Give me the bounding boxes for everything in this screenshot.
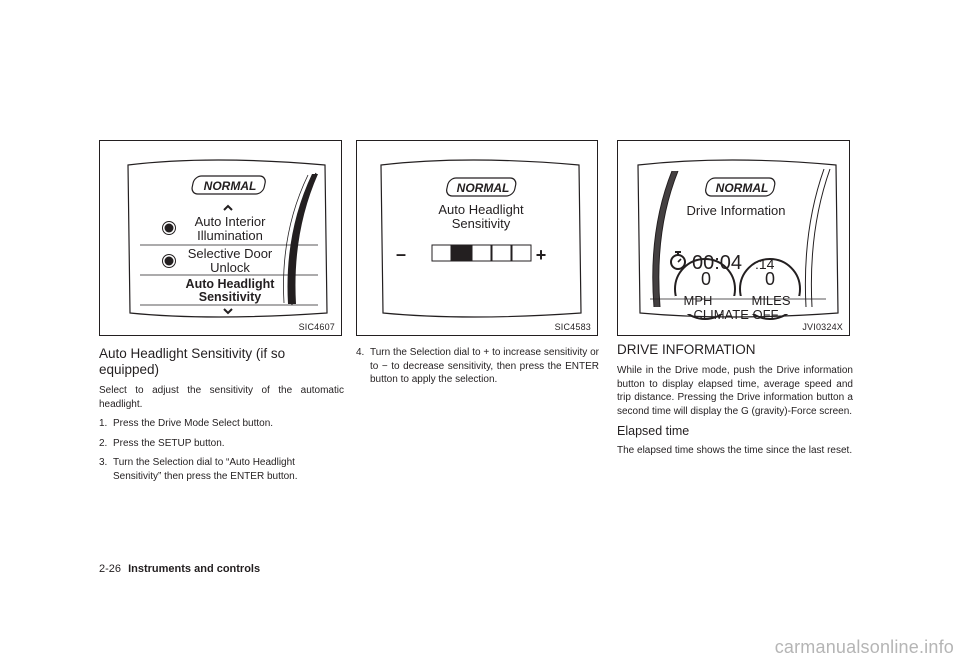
sensitivity-segment <box>472 245 491 261</box>
figure-drive-information <box>617 140 850 336</box>
step-number: 1. <box>99 418 108 429</box>
distance-value: 0 <box>764 269 776 289</box>
figure-sensitivity-adjust <box>356 140 598 336</box>
sub-heading: Elapsed time <box>617 424 690 438</box>
plus-icon: + <box>535 245 547 265</box>
step-number: 3. <box>99 457 108 468</box>
drive-info-title: Drive Information <box>686 203 786 218</box>
screen-title-line1: Auto Headlight <box>438 202 524 217</box>
watermark: carmanualsonline.info <box>774 637 954 657</box>
stopwatch-icon <box>671 252 685 269</box>
normal-badge: NORMAL <box>203 179 257 193</box>
selected-dot-icon <box>165 224 174 233</box>
sensitivity-segment <box>432 245 451 261</box>
selected-dot-icon <box>165 257 174 266</box>
normal-badge: NORMAL <box>715 181 769 195</box>
normal-badge: NORMAL <box>456 181 510 195</box>
elapsed-seconds: :14 <box>755 256 775 272</box>
figure-code: SIC4607 <box>298 322 335 332</box>
sensitivity-level-bar <box>432 245 531 261</box>
section-heading: Auto Headlight Sensitivity (if so equipped) <box>99 346 286 377</box>
screen-title-line2: Sensitivity <box>451 216 511 231</box>
list-item <box>99 417 344 431</box>
page-number: 2-26 <box>99 563 122 575</box>
body-paragraph: The elapsed time shows the time since the last reset. <box>617 445 853 456</box>
sensitivity-segment <box>512 245 531 261</box>
speed-unit: MPH <box>683 293 713 308</box>
menu-item-1-line1: Auto Interior <box>194 214 266 229</box>
figure-auto-headlight-menu <box>99 140 342 336</box>
column-drive-info-text <box>617 342 853 464</box>
section-title: Instruments and controls <box>128 563 261 575</box>
elapsed-time: 00:04 <box>692 252 743 274</box>
sensitivity-segment <box>492 245 511 261</box>
step-number: 2. <box>99 437 108 449</box>
list-item <box>99 456 344 483</box>
speed-value: 0 <box>700 269 712 289</box>
menu-item-1-line2: Illumination <box>197 228 263 243</box>
sensitivity-segment <box>452 245 471 261</box>
step-text: Press the Drive Mode Select button. <box>113 418 274 429</box>
drive-info-display-illustration <box>618 141 851 337</box>
sensitivity-display-illustration <box>357 141 599 337</box>
climate-status: CLIMATE OFF <box>693 307 779 322</box>
intro-paragraph: Select to adjust the sensitivity of the automatic headlight. <box>99 385 344 410</box>
menu-item-2-line2: Unlock <box>210 260 250 275</box>
column-auto-headlight-text <box>99 346 344 489</box>
body-paragraph: While in the Drive mode, push the Drive information button to display elapsed time, average speed and trip distance. Pressing the Drive information button a second time will display the G (gravity)-Force screen. <box>617 365 853 417</box>
menu-display-illustration <box>100 141 343 337</box>
list-item <box>99 437 344 451</box>
column-sensitivity-text <box>356 346 599 393</box>
section-heading: DRIVE INFORMATION <box>617 342 756 357</box>
menu-item-3-line2: Sensitivity <box>198 290 262 304</box>
scroll-up-icon <box>224 206 232 210</box>
page-footer <box>99 563 260 575</box>
distance-unit: MILES <box>751 293 791 308</box>
step-text: Press the SETUP button. <box>113 437 225 449</box>
step-text: Turn the Selection dial to “Auto Headlight Sensitivity” then press the ENTER button. <box>113 457 298 482</box>
menu-item-3-line1: Auto Headlight <box>185 277 275 291</box>
scroll-down-icon <box>224 309 232 313</box>
list-item <box>356 346 599 387</box>
step-number: 4. <box>356 347 365 358</box>
figure-code: JVI0324X <box>802 322 843 332</box>
minus-icon: – <box>395 244 407 264</box>
figure-code: SIC4583 <box>554 322 591 332</box>
menu-item-2-line1: Selective Door <box>187 246 273 261</box>
step-text: Turn the Selection dial to + to increase sensitivity or to − to decrease sensitivity, then press the ENTER button to apply the selection. <box>370 347 599 385</box>
